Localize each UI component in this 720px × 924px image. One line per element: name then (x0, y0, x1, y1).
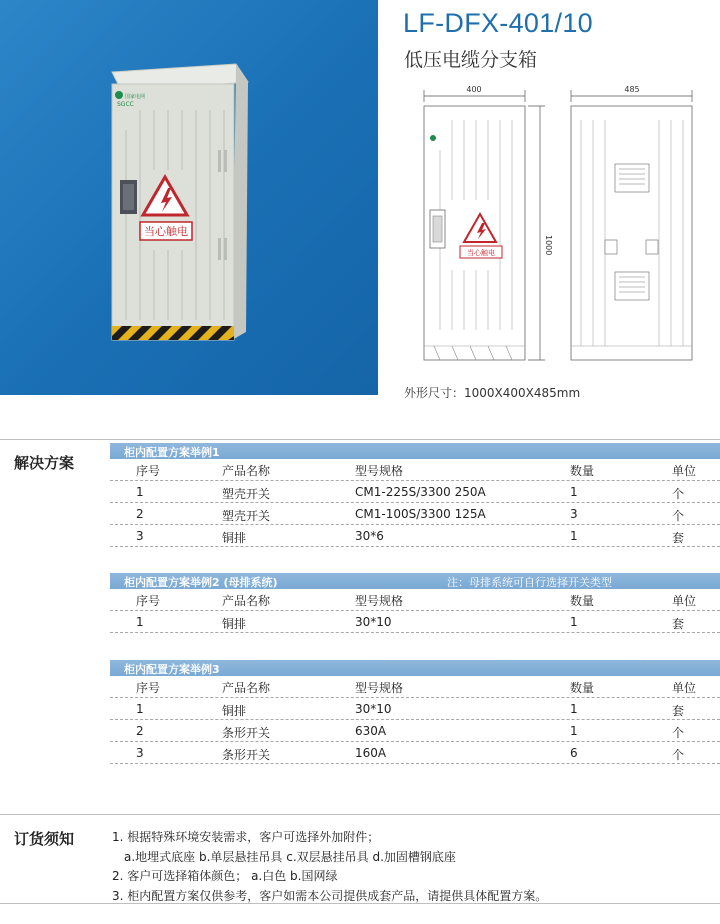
cell-qty: 1 (570, 529, 578, 543)
col-unit: 单位 (672, 681, 697, 695)
cabinet-photo-illustration (0, 0, 378, 395)
table-row (110, 503, 720, 525)
col-model: 型号规格 (355, 681, 404, 695)
cell-index: 2 (136, 724, 144, 738)
config-title: 柜内配置方案举例3 (124, 663, 220, 676)
config-title: 柜内配置方案举例1 (124, 446, 220, 459)
cell-model: CM1-225S/3300 250A (355, 485, 486, 499)
cell-index: 3 (136, 746, 144, 760)
cell-model: 30*6 (355, 529, 384, 543)
photo-brand-top: 国家电网 (125, 94, 146, 100)
cell-product: 条形开关 (222, 748, 271, 762)
cell-unit: 套 (672, 617, 685, 631)
col-qty: 数量 (570, 464, 595, 478)
cell-product: 铜排 (222, 704, 247, 718)
config-table-1 (110, 443, 720, 547)
col-index: 序号 (136, 464, 161, 478)
section-divider (0, 814, 720, 815)
col-product: 产品名称 (222, 594, 271, 608)
ordering-notes (112, 828, 547, 906)
cell-index: 1 (136, 485, 144, 499)
photo-brand-bottom: SGCC (117, 101, 134, 108)
cell-product: 塑壳开关 (222, 509, 271, 523)
cell-product: 塑壳开关 (222, 487, 271, 501)
column-header-row (110, 676, 720, 698)
note-line: 2. 客户可选择箱体颜色； a.白色 b.国网绿 (112, 869, 338, 883)
bottom-divider (0, 903, 720, 904)
cell-qty: 1 (570, 615, 578, 629)
col-product: 产品名称 (222, 464, 271, 478)
cell-qty: 1 (570, 724, 578, 738)
config-table-header (110, 573, 720, 589)
cell-product: 铜排 (222, 531, 247, 545)
table-row (110, 525, 720, 547)
note-line: 1. 根据特殊环境安装需求，客户可选择外加附件； (112, 830, 380, 844)
cell-model: 160A (355, 746, 387, 760)
note-line: 3. 柜内配置方案仅供参考，客户如需本公司提供成套产品，请提供具体配置方案。 (112, 888, 548, 903)
config-note: 注：母排系统可自行选择开关类型 (447, 576, 612, 589)
col-unit: 单位 (672, 464, 697, 478)
front-width-dim: 400 (466, 85, 482, 94)
cell-index: 2 (136, 507, 144, 521)
table-row (110, 698, 720, 720)
cell-model: 30*10 (355, 615, 392, 629)
ordering-section-title: 订货须知 (14, 830, 75, 848)
col-product: 产品名称 (222, 681, 271, 695)
side-view (571, 106, 692, 360)
model-number: LF-DFX-401/10 (403, 8, 593, 38)
table-row (110, 481, 720, 503)
cell-qty: 1 (570, 485, 578, 499)
drawing-warning-label: 当心触电 (467, 249, 495, 257)
photo-warning-label: 当心触电 (144, 225, 188, 238)
col-index: 序号 (136, 681, 161, 695)
col-model: 型号规格 (355, 594, 404, 608)
cell-qty: 6 (570, 746, 578, 760)
table-row (110, 720, 720, 742)
side-width-dim: 485 (624, 85, 640, 94)
overall-dimensions: 外形尺寸：1000X400X485mm (404, 386, 581, 400)
height-dim: 1000 (544, 235, 553, 256)
cell-index: 1 (136, 702, 144, 716)
table-row (110, 742, 720, 764)
product-name: 低压电缆分支箱 (404, 49, 538, 71)
col-unit: 单位 (672, 594, 697, 608)
config-title: 柜内配置方案举例2 (母排系统) (124, 576, 278, 589)
config-table-2 (110, 573, 720, 633)
cell-qty: 1 (570, 702, 578, 716)
column-header-row (110, 459, 720, 481)
cell-unit: 个 (672, 509, 685, 523)
cell-unit: 个 (672, 748, 685, 762)
col-qty: 数量 (570, 594, 595, 608)
cell-unit: 套 (672, 704, 685, 718)
section-divider (0, 439, 720, 440)
cell-unit: 套 (672, 531, 685, 545)
cell-model: 630A (355, 724, 387, 738)
col-model: 型号规格 (355, 464, 404, 478)
column-header-row (110, 589, 720, 611)
cell-product: 条形开关 (222, 726, 271, 740)
col-index: 序号 (136, 594, 161, 608)
col-qty: 数量 (570, 681, 595, 695)
cell-index: 1 (136, 615, 144, 629)
cell-model: 30*10 (355, 702, 392, 716)
cell-unit: 个 (672, 487, 685, 501)
config-table-header (110, 660, 720, 676)
note-line: a.地埋式底座 b.单层悬挂吊具 c.双层悬挂吊具 d.加固槽钢底座 (124, 849, 456, 864)
cell-index: 3 (136, 529, 144, 543)
cell-product: 铜排 (222, 617, 247, 631)
config-table-header (110, 443, 720, 459)
cell-model: CM1-100S/3300 125A (355, 507, 486, 521)
technical-drawing (400, 80, 710, 372)
cell-unit: 个 (672, 726, 685, 740)
config-table-3 (110, 660, 720, 764)
cell-qty: 3 (570, 507, 578, 521)
product-photo (0, 0, 378, 395)
table-row (110, 611, 720, 633)
solution-section-title: 解决方案 (14, 454, 75, 472)
